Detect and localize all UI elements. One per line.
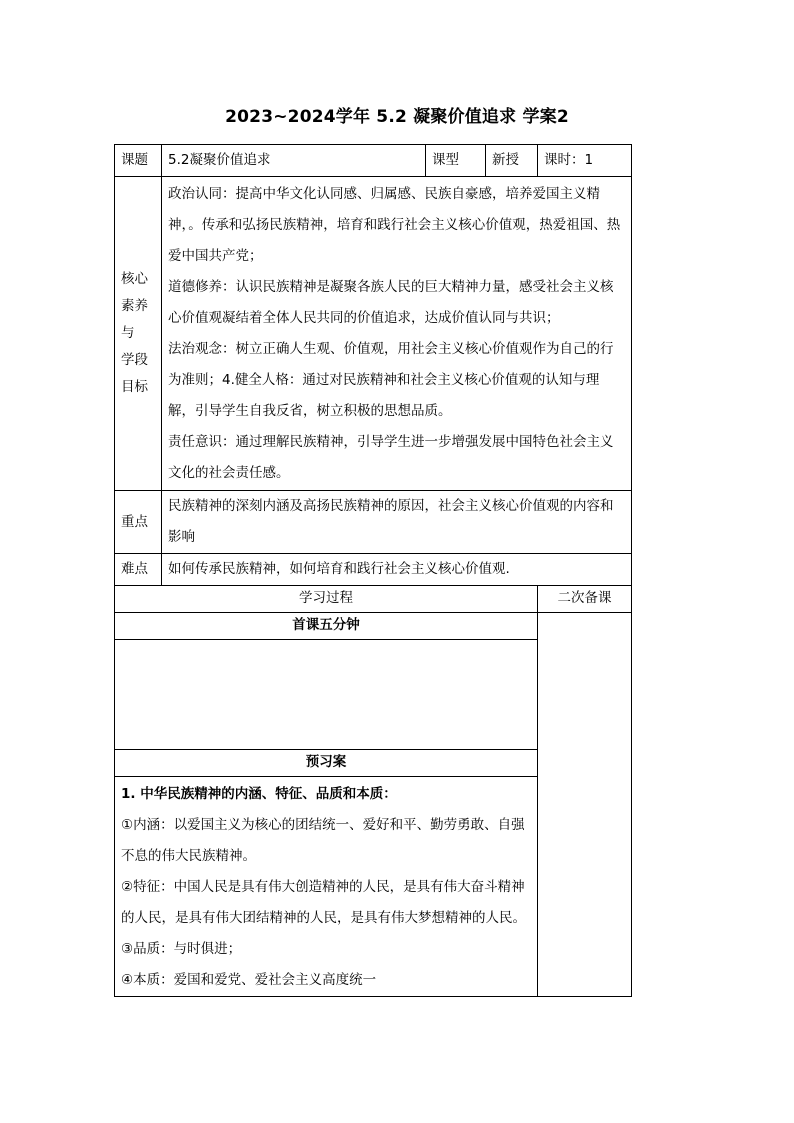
process-header: 学习过程 xyxy=(115,586,538,613)
item-characteristics: ②特征：中国人民是具有伟大创造精神的人民，是具有伟大奋斗精神的人民，是具有伟大团结精神的人民，是具有伟大梦想精神的人民。 xyxy=(121,879,526,926)
difficulty-label: 难点 xyxy=(115,554,162,586)
objective-responsibility: 责任意识：通过理解民族精神，引导学生进一步增强发展中国特色社会主义文化的社会责任感。 xyxy=(168,434,614,481)
key-point-label: 重点 xyxy=(115,491,162,554)
key-point-row xyxy=(115,491,632,554)
item-essence: ④本质：爱国和爱党、爱社会主义高度统一 xyxy=(121,972,377,988)
type-label: 课型 xyxy=(426,145,486,177)
key-point-text: 民族精神的深刻内涵及高扬民族精神的原因，社会主义核心价值观的内容和影响 xyxy=(162,491,632,554)
first-five-minutes-title: 首课五分钟 xyxy=(115,613,538,640)
first-five-row xyxy=(115,613,632,640)
header-row xyxy=(115,145,632,177)
preview-title: 预习案 xyxy=(115,750,538,777)
objectives-content xyxy=(162,177,632,491)
first-five-blank xyxy=(115,640,538,750)
course-label: 课题 xyxy=(115,145,162,177)
second-prep-column xyxy=(538,613,632,997)
second-prep-header: 二次备课 xyxy=(538,586,632,613)
objectives-row xyxy=(115,177,632,491)
item-quality: ③品质：与时俱进； xyxy=(121,941,242,957)
class-hours: 课时：1 xyxy=(538,145,632,177)
document-title: 2023~2024学年 5.2 凝聚价值追求 学案2 xyxy=(225,107,569,127)
question-1-title: 1. 中华民族精神的内涵、特征、品质和本质： xyxy=(121,786,397,802)
item-connotation: ①内涵：以爱国主义为核心的团结统一、爱好和平、勤劳勇敢、自强不息的伟大民族精神。 xyxy=(121,817,525,864)
lesson-plan-table xyxy=(114,144,632,997)
objective-law: 法治观念：树立正确人生观、价值观，用社会主义核心价值观作为自己的行为准则；4.健全人格：通过对民族精神和社会主义核心价值观的认知与理解，引导学生自我反省，树立积极的思想品质。 xyxy=(168,341,614,419)
process-header-row xyxy=(115,586,632,613)
preview-content xyxy=(115,777,538,997)
type-value: 新授 xyxy=(486,145,538,177)
course-value: 5.2凝聚价值追求 xyxy=(162,145,426,177)
objective-moral: 道德修养：认识民族精神是凝聚各族人民的巨大精神力量，感受社会主义核心价值观凝结着全体人民共同的价值追求，达成价值认同与共识； xyxy=(168,279,614,326)
difficulty-row xyxy=(115,554,632,586)
difficulty-text: 如何传承民族精神，如何培育和践行社会主义核心价值观. xyxy=(162,554,632,586)
objective-political: 政治认同：提高中华文化认同感、归属感、民族自豪感，培养爱国主义精神，。传承和弘扬民族精神，培育和践行社会主义核心价值观，热爱祖国、热爱中国共产党； xyxy=(168,186,621,264)
objectives-label: 核心 素养 与 学段 目标 xyxy=(115,177,162,491)
